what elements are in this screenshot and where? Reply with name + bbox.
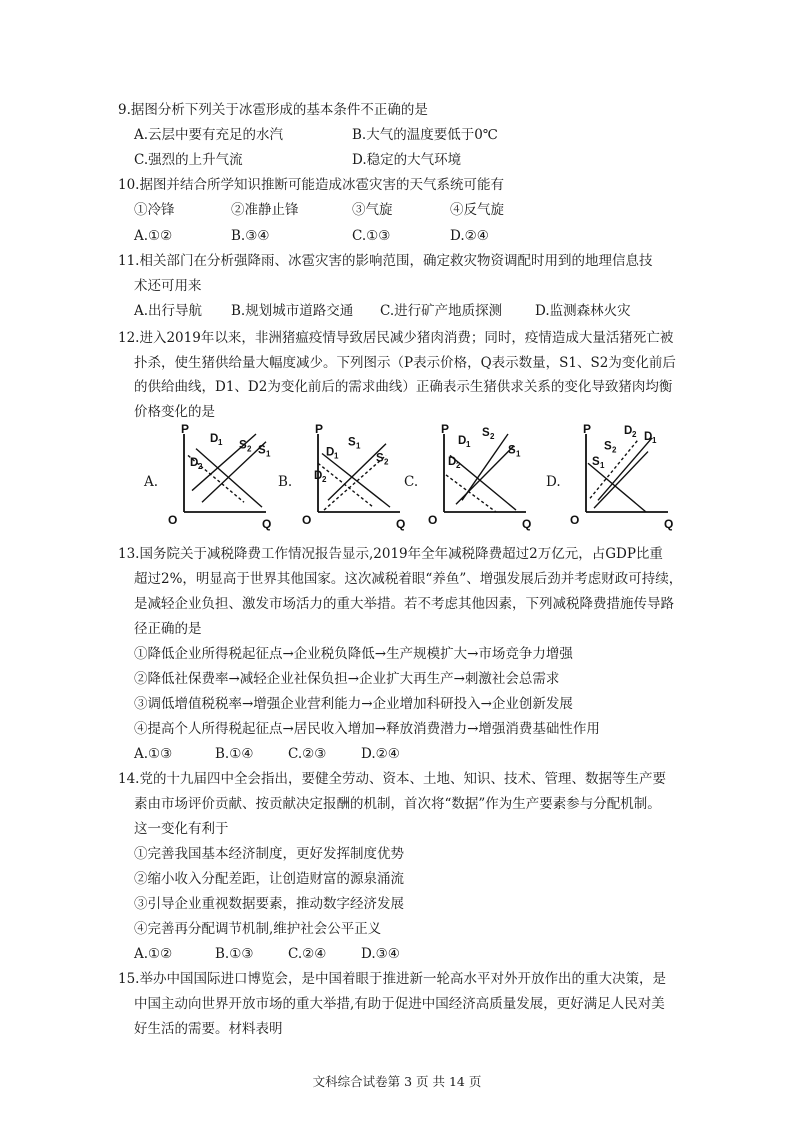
q15-line1: 15.举办中国国际进口博览会，是中国着眼于推进新一轮高水平对外开放作出的重大决策，是 (118, 971, 666, 987)
q14-item-4: ④完善再分配调节机制,维护社会公平正义 (134, 921, 382, 937)
q12-graph-q-label: Q (522, 517, 532, 531)
q12-graph-origin-label: O (302, 513, 312, 527)
q13-line4: 径正确的是 (134, 621, 202, 637)
q11-stem-line1: 11.相关部门在分析强降雨、冰雹灾害的影响范围，确定救灾物资调配时用到的地理信息技 (118, 253, 653, 269)
q12-line2: 扑杀，使生猪供给量大幅度减少。下列图示（P表示价格，Q表示数量，S1、S2为变化前后 (134, 355, 676, 371)
q12-graph-b (278, 424, 408, 534)
q10-stem: 10.据图并结合所学知识推断可能造成冰雹灾害的天气系统可能有 (118, 177, 504, 193)
q12-graph-curve-label-sub: 2 (322, 474, 327, 484)
q12-graph-option-label: B. (278, 474, 293, 490)
q10-item-4: ④反气旋 (450, 202, 504, 218)
q12-graph-curve-label: S (239, 439, 247, 452)
q11-option-b: B.规划城市道路交通 (231, 303, 354, 319)
q12-graph-curve-label: D (210, 432, 219, 445)
q12-graph-svg (144, 424, 274, 534)
q13-line3: 是减轻企业负担、激发市场活力的重大举措。若不考虑其他因素，下列减税降费措施传导路 (134, 596, 674, 612)
q12-graph-curve-label-sub: 2 (490, 431, 495, 441)
q12-graph-curve-label-sub: 2 (384, 457, 389, 467)
q12-graph-curve-label: S (604, 440, 612, 453)
q13-item-3: ③调低增值税税率→增强企业营利能力→企业增加科研投入→企业创新发展 (134, 696, 573, 712)
q10-item-1: ①冷锋 (134, 202, 175, 218)
q12-graph-curve-label: S (482, 426, 490, 439)
q13-item-1: ①降低企业所得税起征点→企业税负降低→生产规模扩大→市场竞争力增强 (134, 646, 573, 662)
q12-graph-svg (278, 424, 408, 534)
q12-graph-curve-label-sub: 1 (652, 435, 657, 445)
q12-graph-curve-label: D (644, 430, 653, 443)
q11-option-c: C.进行矿产地质探测 (380, 303, 503, 319)
q12-graph-curve-label-sub: 1 (218, 437, 223, 447)
q10-item-3: ③气旋 (352, 202, 393, 218)
q12-line1: 12.进入2019年以来，非洲猪瘟疫情导致居民减少猪肉消费；同时，疫情造成大量活猪死亡被 (118, 330, 674, 346)
q12-graph-curve-label: D (458, 434, 467, 447)
q12-graph-option-label: D. (546, 474, 561, 490)
q12-graph-option-label: A. (144, 474, 159, 490)
q11-stem-line2: 术还可用来 (134, 278, 202, 294)
q12-graph-p-label: P (181, 424, 190, 436)
q14-option-d: D.③④ (361, 946, 400, 962)
q12-graph-curve-label: S (348, 436, 356, 449)
q12-graph-curve-label: S (592, 456, 600, 469)
q13-option-a: A.①③ (134, 746, 173, 762)
q12-graph-curve-label-sub: 1 (266, 449, 271, 459)
q12-graph-curve-label-sub: 1 (356, 441, 361, 451)
q12-graph-q-label: Q (664, 517, 674, 531)
q10-item-2: ②准静止锋 (231, 202, 299, 218)
q13-option-d: D.②④ (361, 746, 400, 762)
q14-item-2: ②缩小收入分配差距，让创造财富的源泉涌流 (134, 871, 404, 887)
q12-graph-curve-label: S (258, 444, 266, 457)
q13-option-b: B.①④ (215, 746, 254, 762)
page-footer: 文科综合试卷第 3 页 共 14 页 (312, 1074, 482, 1089)
q12-line3: 的供给曲线，D1、D2为变化前后的需求曲线）正确表示生猪供求关系的变化导致猪肉均衡 (134, 379, 673, 395)
q12-graph-c (404, 424, 534, 534)
q12-graph-curve-label-sub: 1 (600, 461, 605, 471)
q12-graph-curve-label: D (326, 446, 335, 459)
q12-graph-option-label: C. (404, 474, 419, 490)
q12-graph-curve-3 (446, 475, 496, 512)
q12-graph-curve-3 (318, 463, 372, 506)
q15-line2: 中国主动向世界开放市场的重大举措,有助于促进中国经济高质量发展，更好满足人民对美 (134, 996, 665, 1012)
q12-graph-curve-label-sub: 2 (198, 462, 203, 472)
q12-graph-a (144, 424, 274, 534)
q12-graph-p-label: P (441, 424, 450, 436)
q12-line4: 价格变化的是 (134, 404, 215, 420)
q12-graph-p-label: P (315, 424, 324, 436)
q14-option-a: A.①② (134, 946, 173, 962)
q14-option-c: C.②④ (288, 946, 327, 962)
q15-line3: 好生活的需要。材料表明 (134, 1021, 283, 1037)
q9-option-d: D.稳定的大气环境 (352, 152, 462, 168)
q12-graph-curve-2 (202, 439, 266, 502)
q12-graph-d (546, 424, 676, 534)
q9-option-c: C.强烈的上升气流 (134, 152, 243, 168)
q12-graph-curve-label-sub: 2 (247, 444, 252, 454)
q10-option-a: A.①② (134, 228, 173, 244)
q13-item-4: ④提高个人所得税起征点→居民收入增加→释放消费潜力→增强消费基础性作用 (134, 721, 600, 737)
q14-option-b: B.①③ (215, 946, 254, 962)
q12-graph-svg (404, 424, 534, 534)
q13-line1: 13.国务院关于减税降费工作情况报告显示,2019年全年减税降费超过2万亿元，占GDP比重 (118, 546, 663, 562)
q13-item-2: ②降低社保费率→减轻企业社保负担→企业扩大再生产→刺激社会总需求 (134, 671, 560, 687)
q12-graph-curve-label: S (376, 452, 384, 465)
q9-option-b: B.大气的温度要低于0℃ (352, 127, 498, 143)
q11-option-d: D.监测森林火灾 (535, 303, 631, 319)
q12-graph-origin-label: O (570, 513, 580, 527)
q14-line1: 14.党的十九届四中全会指出，要健全劳动、资本、土地、知识、技术、管理、数据等生产要 (118, 771, 666, 787)
q12-graph-origin-label: O (168, 513, 178, 527)
q10-option-b: B.③④ (231, 228, 270, 244)
q11-option-a: A.出行导航 (134, 303, 203, 319)
q12-graph-q-label: Q (396, 517, 406, 531)
q12-graph-curve-label-sub: 2 (632, 430, 637, 439)
q12-graph-curve-label-sub: 2 (456, 461, 461, 471)
q10-option-d: D.②④ (450, 228, 489, 244)
q9-option-a: A.云层中要有充足的水汽 (134, 127, 284, 143)
q12-graph-p-label: P (583, 424, 592, 436)
q9-stem: 9.据图分析下列关于冰雹形成的基本条件不正确的是 (118, 102, 428, 118)
q14-line2: 素由市场评价贡献、按贡献决定报酬的机制，首次将“数据”作为生产要素参与分配机制。 (134, 796, 661, 812)
q12-graph-svg (546, 424, 676, 534)
q12-graph-curve-2 (594, 452, 648, 509)
q14-item-1: ①完善我国基本经济制度，更好发挥制度优势 (134, 846, 404, 862)
q14-line3: 这一变化有利于 (134, 821, 229, 837)
q12-graph-curve-label-sub: 1 (334, 451, 339, 461)
q12-graph-curve-label-sub: 2 (612, 445, 617, 455)
q12-graph-curve-label: D (448, 456, 457, 469)
q12-graph-curve-label: D (314, 469, 323, 482)
q10-option-c: C.①③ (352, 228, 391, 244)
q14-item-3: ③引导企业重视数据要素，推动数字经济发展 (134, 896, 404, 912)
q12-graph-q-label: Q (262, 517, 272, 531)
q13-line2: 超过2%，明显高于世界其他国家。这次减税着眼“养鱼”、增强发展后劲并考虑财政可持续， (134, 571, 683, 587)
q12-graph-curve-label-sub: 1 (516, 449, 521, 459)
q13-option-c: C.②③ (288, 746, 327, 762)
q12-graph-curve-label: S (508, 444, 516, 457)
q12-graph-curve-label-sub: 1 (466, 439, 471, 449)
q12-graph-origin-label: O (428, 513, 438, 527)
q12-graph-curve-label: D (190, 457, 199, 470)
q12-graph-curve-label: D (624, 425, 633, 437)
